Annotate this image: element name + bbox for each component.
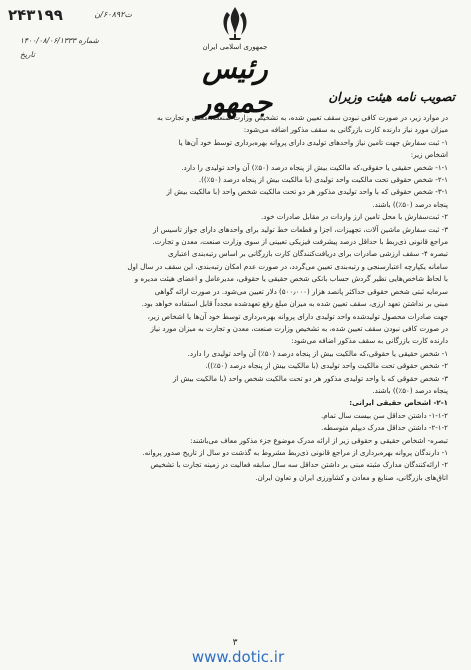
body-line: سامانه یکپارچه اعتبارسنجی و رتبه‌بندی تعیین می‌گردد، در صورت عدم امکان رتبه‌بندی، این سقف در سال اول [127,261,448,271]
body-line: ۳-۱- شخص حقوقی که با واحد تولیدی مذکور هر دو تحت مالکیت شخص واحد (با مالکیت بیش از [166,187,448,197]
body-line: ۳- ثبت سفارش ماشین آلات، تجهیزات، اجزا و قطعات خط تولید برای واحدهای دارای جواز تاسیس از [152,224,448,234]
body-line: تبصره ۴- سقف ارزشی صادرات برای دریافت‌کنندگان کارت بازرگانی بر اساس رتبه‌بندی اعتباری [168,249,448,259]
cabinet-title: تصویب نامه هیئت وزیران [328,90,455,104]
body-line: در موارد زیر، در صورت کافی نبودن سقف تعیین شده، به تشخیص وزارت صنعت، معدن و تجارت به [157,113,448,122]
body-line: پنجاه درصد (۵۰٪)) باشند. [372,385,448,395]
page-number: ۳ [232,638,238,648]
body-line: ۲-۱- اشخاص حقیقی ایرانی: [349,398,448,408]
stamp-number: ۲۴۳۱۹۹ [8,6,63,24]
body-line: ۲- شخص حقوقی تحت مالکیت واحد تولیدی (با مالکیت بیش از پنجاه درصد (۵۰٪)). [205,361,448,371]
national-emblem-icon [218,4,252,42]
body-line: ۲- ثبت‌سفارش با محل تامین ارز واردات در مقابل صادرات خود. [261,212,448,222]
body-line: با لحاظ شاخص‌هایی نظیر گردش حساب بانکی شخص حقیقی یا حقوقی، مدیرعامل و اعضای هیئت مدیره و [134,274,448,284]
body-line: ۲-۱- شخص حقوقی تحت مالکیت واحد تولیدی (با مالکیت بیش از پنجاه درصد (۵۰٪)). [198,175,448,185]
meta-number-label: شماره [78,36,99,45]
republic-line: جمهوری اسلامی ایران [202,43,268,51]
body-line: مراجع قانونی ذی‌ربط با حداقل درصد پیشرفت فیزیکی تعیینی از سوی وزارت صنعت، معدن و تجارت. [152,237,448,247]
meta-block [20,34,160,62]
decree-body [26,112,448,632]
body-line: میزان مورد نیاز دارنده کارت بازرگانی به سقف مذکور اضافه می‌شود: [243,125,448,135]
body-line: ۱-۱- شخص حقیقی یا حقوقی،که مالکیت بیش از پنجاه درصد (۵۰٪) آن واحد تولیدی را دارد. [181,162,448,172]
body-line: ۱- شخص حقیقی یا حقوقی،که مالکیت بیش از پنجاه درصد (۵۰٪) آن واحد تولیدی را دارد. [187,348,448,358]
body-line: جهت صادرات محصول تولیدشده واحد تولیدی دارای پروانه بهره‌برداری توسط خود آن‌ها یا اشخاص زیر، [147,311,448,321]
body-line: تبصره- اشخاص حقیقی و حقوقی زیر از ارائه مدرک موضوع جزء مذکور معاف می‌باشند: [190,435,448,445]
body-line: ۱- ثبت سفارش جهت تامین نیاز واحدهای تولیدی دارای پروانه بهره‌برداری توسط خود آن‌ها یا [178,137,448,147]
office-title: رئیس جمهور [197,52,273,119]
body-line: مبنی بر نداشتن تعهد ارزی، سقف تعیین شده به میزان مبلغ رفع تعهدشده مجدداً قابل استفاده خواهد بود. [141,299,448,309]
body-line: ۳- شخص حقوقی که با واحد تولیدی مذکور هر دو تحت مالکیت شخص واحد (با مالکیت بیش از [172,373,448,383]
body-line: اشخاص زیر: [410,150,448,160]
meta-date-row [20,48,160,62]
body-line: پنجاه درصد (۵۰٪)) باشند. [372,199,448,209]
body-line: ۲-۱-۲- داشتن حداقل مدرک دیپلم متوسطه. [321,423,448,433]
body-line: سرمایه ثبتی شخص حقوقی حداکثر پانصد هزار (۵۰۰٫۰۰۰) دلار تعیین می‌شود. در صورت ارائه گواهی [154,286,448,296]
body-line: اتاق‌های بازرگانی، صنایع و معادن و کشاورزی ایران و تعاون ایران. [255,472,448,482]
meta-date-label: تاریخ [20,50,35,59]
body-line: ۱-۱-۲- داشتن حداقل سن بیست سال تمام. [320,410,448,420]
body-line: دارنده کارت بازرگانی به سقف مذکور اضافه می‌شود: [291,336,448,346]
letter-reference: ت۶۰۸۹۲/ن [94,10,132,19]
body-line: ۱- دارندگان پروانه بهره‌برداری از مراجع قانونی ذی‌ربط مشروط به گذشت دو سال از تاریخ صدور پروانه. [142,447,448,457]
site-watermark: www.dotic.ir [191,648,285,666]
meta-number-row [20,34,160,48]
body-line: در صورت کافی نبودن سقف تعیین شده، به تشخیص وزارت صنعت، معدن و تجارت به میزان مورد نیاز [150,323,448,333]
body-line: ۲- ارائه‌کنندگان مدارک مثبته مبنی بر داشتن حداقل سه سال سابقه فعالیت در زمینه تجارت با تشخیص [150,460,448,470]
meta-number-value: ۱۴۰۰/۰۸/۰۶/۱۳۳۳ [20,36,76,45]
